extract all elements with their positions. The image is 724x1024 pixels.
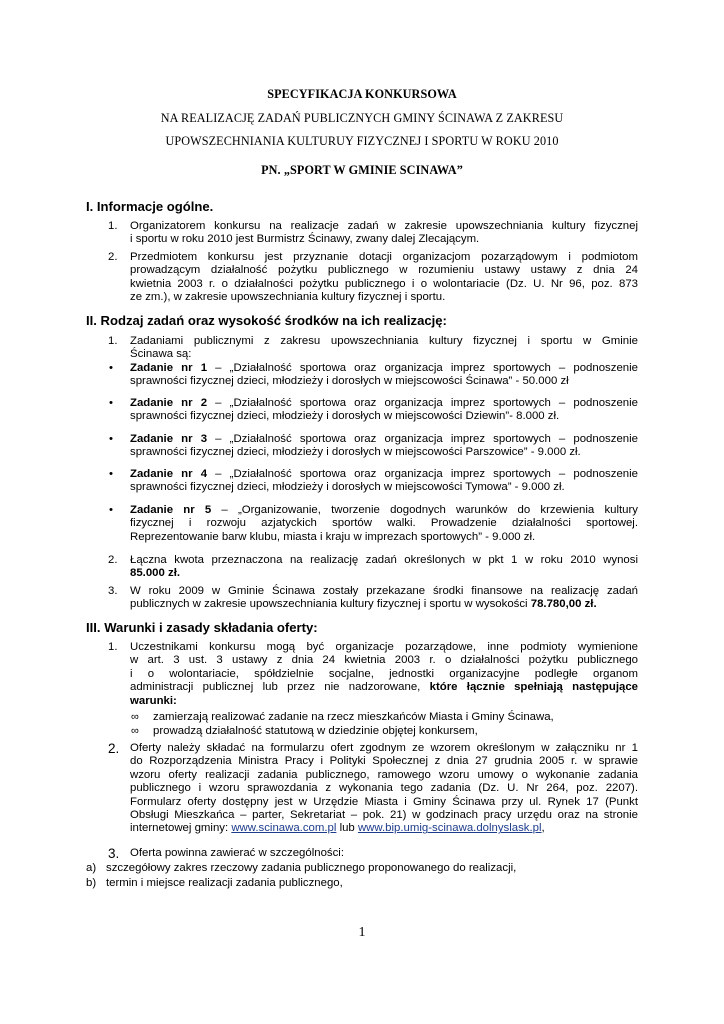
bullet-icon: • — [109, 468, 113, 480]
item-line: Uczestnikami konkursu mogą być organizacje pozarządowe, inne podmioty wymienione — [130, 641, 638, 653]
sub-item-text: szczegółowy zakres rzeczowy zadania publicznego proponowanego do realizacji, — [106, 862, 517, 874]
item-line: w art. 3 ust. 3 ustawy z dnia 24 kwietnia 2003 r. o działalności pożytku publicznego — [130, 654, 638, 667]
item-line: publicznego i wzoru sprawozdania z wykonania tego zadania (Dz. U. Nr 264, poz. 2207). — [130, 782, 638, 795]
title-subline-1: NA REALIZACJĘ ZADAŃ PUBLICZNYCH GMINY ŚCINAWA Z ZAKRESU — [160, 111, 564, 125]
item-line: ze zm.), w zakresie upowszechniania kultury fizycznej i sportu. — [130, 291, 446, 304]
section-2-heading: II. Rodzaj zadań oraz wysokość środków na ich realizację: — [86, 313, 447, 328]
task-label: Zadanie nr 2 — [130, 397, 208, 409]
task-line: sprawności fizycznej dzieci, młodzieży i dorosłych w miejscowości Dziewin”- 8.000 zł. — [130, 410, 560, 423]
task-label: Zadanie nr 1 — [130, 362, 208, 374]
item-body — [130, 847, 638, 860]
item-number: 3. — [108, 846, 120, 861]
item-body — [130, 335, 638, 362]
item-number: 2. — [108, 741, 120, 756]
task-label: Zadanie nr 3 — [130, 433, 208, 445]
bullet-icon: • — [109, 504, 113, 516]
item-line: internetowej gminy: — [130, 822, 232, 835]
item-line: prowadzącym działalność pożytku publicznego w rozumieniu ustawy ustawy z dnia 24 — [130, 264, 638, 277]
item-line: i o wolontariacie, spółdzielnie socjalne, jednostki organizacyjne podległe organom — [130, 667, 638, 680]
task-body — [130, 362, 638, 389]
task-line: sprawności fizycznej dzieci, młodzieży i dorosłych w miejscowości Parszowice” - 9.000 zł. — [130, 446, 581, 459]
item-body — [130, 585, 638, 612]
item-line: Zadaniami publicznymi z zakresu upowszechniania kultury fizycznej i sportu w Gminie — [130, 335, 638, 347]
item-number: 1. — [108, 220, 118, 232]
title-subline-2: UPOWSZECHNIANIA KULTURUY FIZYCZNEJ I SPORTU W ROKU 2010 — [165, 134, 559, 148]
item-line: Przedmiotem konkursu jest przyznanie dotacji organizacjom pozarządowym i podmiotom — [130, 251, 638, 263]
item-number: 1. — [108, 335, 118, 347]
item-body — [130, 220, 638, 247]
item-number: 2. — [108, 554, 118, 566]
task-body — [130, 433, 638, 460]
item-line: publicznych w zakresie upowszechniania kultury fizycznej i sportu w wysokości — [130, 598, 531, 611]
condition-text: prowadzą działalność statutową w dziedzinie objętej konkursem, — [153, 725, 478, 737]
task-text: – „Działalność sportowa oraz organizacja imprez sportowych – podnoszenie — [207, 397, 638, 409]
task-line — [130, 362, 638, 375]
section-1-heading: I. Informacje ogólne. — [86, 199, 214, 214]
task-body — [130, 397, 638, 424]
item-line: kwietnia 2003 r. o działalności pożytku publicznego i o wolontariacie (Dz. U. Nr 96, poz. 873 — [130, 277, 638, 290]
task-body — [130, 504, 638, 544]
website-link-scinawa[interactable]: www.scinawa.com.pl — [231, 822, 337, 835]
item-body — [130, 641, 638, 708]
infinity-bullet-icon: ∞ — [131, 725, 139, 737]
item-line: Oferty należy składać na formularzu ofert zgodnym ze wzorem określonym w załączniku nr 1 — [130, 742, 638, 754]
bullet-icon: • — [109, 433, 113, 445]
item-bold-text: warunki: — [130, 694, 177, 707]
item-line: Obsługi Mieszkańca – parter, Sekretariat – pok. 21) w godzinach pracy urzędu oraz na stronie — [130, 809, 638, 822]
item-line: Łączna kwota przeznaczona na realizację zadań określonych w pkt 1 w roku 2010 wynosi — [130, 554, 638, 566]
item-body — [130, 554, 638, 581]
item-line: administracji publicznej lub przez nie nadzorowane, — [130, 681, 430, 694]
item-body — [130, 742, 638, 836]
item-line: Oferta powinna zawierać w szczególności: — [130, 847, 344, 859]
item-bold-text: które łącznie spełniają następujące — [429, 681, 638, 694]
item-number: 1. — [108, 641, 118, 653]
item-line: Organizatorem konkursu na realizacje zadań w zakresie upowszechniania kultury fizycznej — [130, 220, 638, 232]
bullet-icon: • — [109, 362, 113, 374]
task-line — [130, 397, 638, 410]
task-line — [130, 468, 638, 481]
item-line: wzoru oferty realizacji zadania publicznego, ramowego wzoru umowy o wykonanie zadania — [130, 768, 638, 781]
item-line: i sportu w roku 2010 jest Burmistrz Ścinawy, zwany dalej Zlecającym. — [130, 233, 480, 246]
task-line: sprawności fizycznej dzieci, młodzieży i dorosłych w miejscowości Ścinawa” - 50.000 zł — [130, 375, 569, 388]
task-text: – „Organizowanie, tworzenie dogodnych warunków do krzewienia kultury — [211, 504, 638, 516]
task-line: fizycznej i rozwoju azjatyckich sportów walki. Prowadzenie działalności sportowej. — [130, 517, 638, 530]
condition-text: zamierzają realizować zadanie na rzecz mieszkańców Miasta i Gminy Ścinawa, — [153, 711, 554, 723]
item-line: lub — [336, 822, 358, 835]
bullet-icon: • — [109, 397, 113, 409]
website-link-bip[interactable]: www.bip.umig-scinawa.dolnyslask.pl — [357, 822, 542, 835]
previous-year-amount: 78.780,00 zł. — [530, 598, 597, 611]
item-number: 2. — [108, 251, 118, 263]
item-line: do Rozporządzenia Ministra Pracy i Polityki Społecznej z dnia 27 grudnia 2005 r. w sprawie — [130, 755, 638, 768]
item-line: Ścinawa są: — [130, 348, 192, 361]
sub-item-text: termin i miejsce realizacji zadania publicznego, — [106, 877, 343, 889]
page-number: 1 — [358, 925, 366, 940]
task-text: – „Działalność sportowa oraz organizacja imprez sportowych – podnoszenie — [207, 433, 638, 445]
task-line — [130, 433, 638, 446]
item-line: , — [541, 822, 545, 835]
item-line: Formularz oferty dostępny jest w Urzędzie Miasta i Gminy Ścinawa przy ul. Rynek 17 (Punkt — [130, 795, 638, 808]
task-text: – „Działalność sportowa oraz organizacja imprez sportowych – podnoszenie — [207, 468, 638, 480]
total-amount: 85.000 zł. — [130, 567, 181, 580]
task-body — [130, 468, 638, 495]
section-3-heading: III. Warunki i zasady składania oferty: — [86, 620, 318, 635]
task-label: Zadanie nr 5 — [130, 504, 212, 516]
title-program-name: PN. „SPORT W GMINIE SCINAWA” — [261, 163, 463, 177]
task-line: Reprezentowanie barw klubu, miasta i kraju w imprezach sportowych” - 9.000 zł. — [130, 530, 536, 543]
item-number: 3. — [108, 585, 118, 597]
item-body — [130, 251, 638, 305]
sub-item-letter: a) — [86, 862, 97, 874]
task-line — [130, 504, 638, 517]
task-label: Zadanie nr 4 — [130, 468, 208, 480]
task-line: sprawności fizycznej dzieci, młodzieży i dorosłych w miejscowości Tymowa” - 9.000 zł. — [130, 481, 565, 494]
task-text: – „Działalność sportowa oraz organizacja imprez sportowych – podnoszenie — [207, 362, 638, 374]
document-title: SPECYFIKACJA KONKURSOWA — [267, 87, 457, 101]
sub-item-letter: b) — [86, 877, 97, 889]
item-line: W roku 2009 w Gminie Ścinawa zostały przekazane środki finansowe na realizację zadań — [130, 585, 638, 597]
infinity-bullet-icon: ∞ — [131, 711, 139, 723]
